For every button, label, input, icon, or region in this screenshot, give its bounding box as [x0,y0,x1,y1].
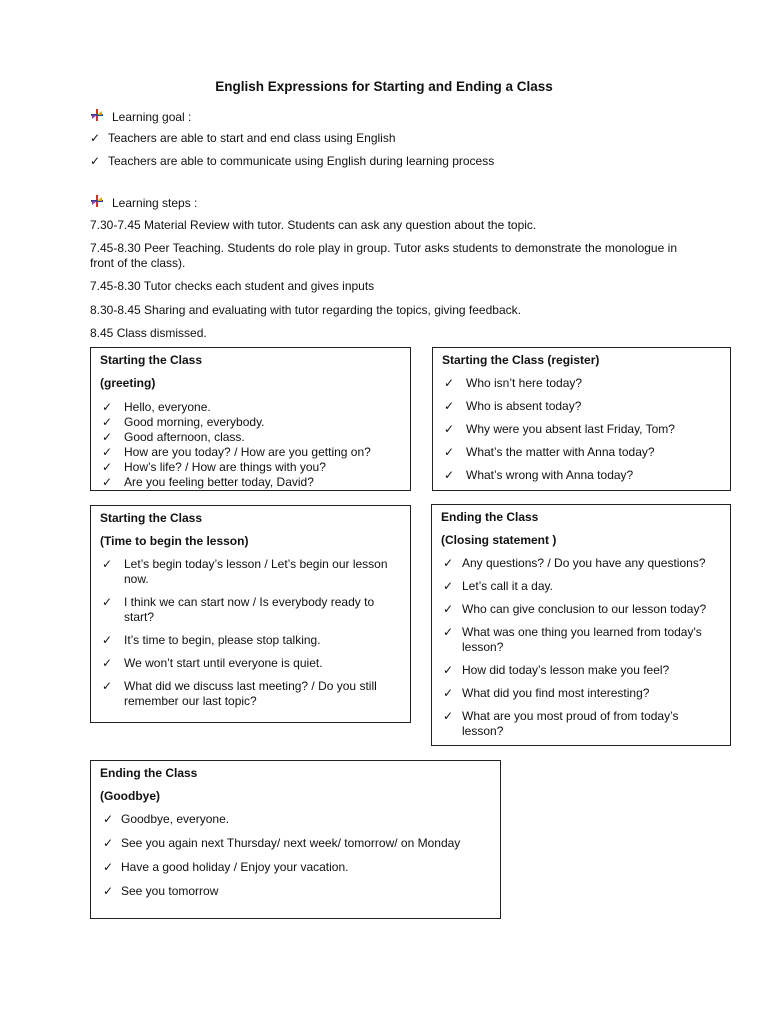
box-title: Starting the Class [100,511,203,525]
box-ending-goodbye [90,760,501,919]
checkmark-icon: ✓ [102,557,113,571]
goal-item-text: Teachers are able to start and end class using English [108,131,396,145]
step-line: 8.45 Class dismissed. [90,326,207,340]
box-subtitle: (greeting) [100,376,156,390]
checkmark-icon: ✓ [444,445,455,459]
checkmark-icon: ✓ [444,422,455,436]
checkmark-icon: ✓ [102,460,113,474]
checkmark-icon: ✓ [443,579,454,593]
goal-item-text: Teachers are able to communicate using English during learning process [108,154,495,168]
list-item: ✓ Are you feeling better today, David? [102,475,314,489]
list-item: ✓ Let’s begin today’s lesson / Let’s begin our lesson now. [102,557,388,586]
checkmark-icon: ✓ [102,415,113,429]
checkmark-icon: ✓ [102,656,113,670]
box-subtitle: (Closing statement ) [441,533,557,547]
list-item: ✓ What’s wrong with Anna today? [444,468,634,482]
box-subtitle: (Time to begin the lesson) [100,534,249,548]
list-item: ✓ Who can give conclusion to our lesson today? [443,602,707,616]
list-item: ✓ What are you most proud of from today’s lesson? [443,709,679,738]
step-line: 7.45-8.30 Peer Teaching. Students do role play in group. Tutor asks students to demonstrate the monologue in front of the class). [90,241,677,270]
checkmark-icon: ✓ [444,376,455,390]
list-item: ✓ How did today’s lesson make you feel? [443,663,670,677]
list-item: ✓ It’s time to begin, please stop talking. [102,633,321,647]
goal-item [90,154,494,168]
list-item: ✓ Have a good holiday / Enjoy your vacation. [100,860,491,875]
list-item: ✓ Good afternoon, class. [102,430,245,444]
checkmark-icon: ✓ [443,556,454,570]
checkmark-icon: ✓ [102,595,113,609]
checkmark-icon: ✓ [444,399,455,413]
expression-list [100,812,491,899]
checkmark-icon: ✓ [443,625,454,639]
list-item: ✓ How’s life? / How are things with you? [102,460,326,474]
checkmark-icon: ✓ [103,836,114,850]
learning-goal-label: Learning goal : [112,109,192,124]
checkmark-icon: ✓ [443,709,454,723]
checkmark-icon: ✓ [444,468,455,482]
pinwheel-bullet-icon [90,194,104,211]
list-item: ✓ What was one thing you learned from today's lesson? [443,625,702,654]
list-item: ✓ Any questions? / Do you have any questions? [443,556,706,570]
box-subtitle: (Goodbye) [100,789,160,803]
list-item: ✓ Who isn’t here today? [444,376,583,390]
list-item: ✓ Who is absent today? [444,399,582,413]
checkmark-icon: ✓ [102,445,113,459]
step-line: 7.45-8.30 Tutor checks each student and gives inputs [90,279,375,293]
learning-goal-heading [90,108,191,125]
step-line: 8.30-8.45 Sharing and evaluating with tutor regarding the topics, giving feedback. [90,303,521,317]
learning-steps-heading [90,194,197,211]
checkmark-icon: ✓ [443,663,454,677]
expression-list [442,376,721,483]
list-item: ✓ Hello, everyone. [102,400,211,414]
list-item: ✓ We won’t start until everyone is quiet. [102,656,323,670]
list-item: ✓ What’s the matter with Anna today? [444,445,655,459]
expression-list [441,556,721,739]
box-title: Starting the Class (register) [442,353,600,367]
box-title: Ending the Class [100,766,198,780]
page-title: English Expressions for Starting and Ending a Class [215,79,553,94]
checkmark-icon: ✓ [102,475,113,489]
box-ending-closing [431,504,731,746]
list-item: ✓ What did you find most interesting? [443,686,650,700]
list-item: ✓ Good morning, everybody. [102,415,265,429]
list-item: ✓ See you tomorrow [100,884,491,899]
checkmark-icon: ✓ [102,400,113,414]
checkmark-icon: ✓ [103,884,114,898]
goal-item [90,131,396,145]
box-starting-register [432,347,731,491]
list-item: ✓ Let’s call it a day. [443,579,553,593]
checkmark-icon: ✓ [102,633,113,647]
list-item: ✓ Goodbye, everyone. [100,812,491,827]
list-item: ✓ I think we can start now / Is everybody ready to start? [102,595,375,624]
checkmark-icon: ✓ [90,131,101,145]
checkmark-icon: ✓ [443,686,454,700]
checkmark-icon: ✓ [102,679,113,693]
checkmark-icon: ✓ [103,860,114,874]
box-starting-greeting [90,347,411,491]
list-item: ✓ Why were you absent last Friday, Tom? [444,422,675,436]
checkmark-icon: ✓ [102,430,113,444]
expression-list [100,400,401,490]
checkmark-icon: ✓ [90,154,101,168]
box-title: Starting the Class [100,353,203,367]
expression-list [100,557,401,709]
step-line: 7.30-7.45 Material Review with tutor. Students can ask any question about the topic. [90,218,537,232]
pinwheel-bullet-icon [90,108,104,125]
checkmark-icon: ✓ [103,812,114,826]
list-item: ✓ See you again next Thursday/ next week/ tomorrow/ on Monday [100,836,491,851]
box-title: Ending the Class [441,510,539,524]
box-starting-begin [90,505,411,723]
checkmark-icon: ✓ [443,602,454,616]
list-item: ✓ What did we discuss last meeting? / Do you still remember our last topic? [102,679,377,708]
list-item: ✓ How are you today? / How are you getting on? [102,445,371,459]
learning-steps-label: Learning steps : [112,195,198,210]
